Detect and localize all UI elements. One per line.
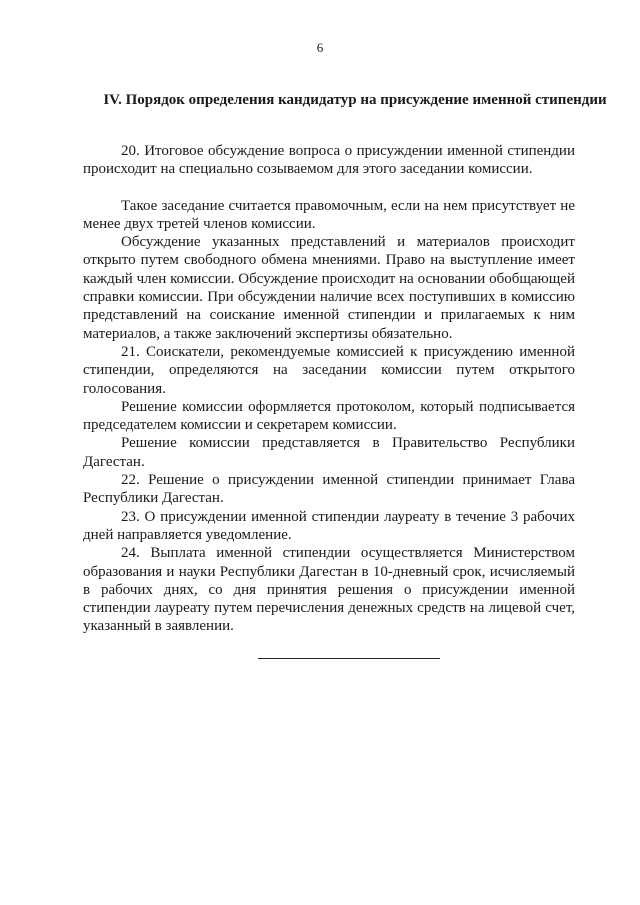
end-divider [258, 658, 440, 659]
paragraph-22: 22. Решение о присуждении именной стипендии принимает Глава Республики Дагестан. [83, 472, 575, 507]
paragraph-20: 20. Итоговое обсуждение вопроса о присуждении именной стипендии происходит на специально созываемом для этого заседании комиссии. [83, 143, 575, 178]
paragraph-21: 21. Соискатели, рекомендуемые комиссией к присуждению именной стипендии, определяются на заседании комиссии путем открытого голосования. [83, 343, 575, 397]
paragraph-quorum: Такое заседание считается правомочным, если на нем присутствует не менее двух третей членов комиссии. [83, 197, 575, 232]
page-number: 6 [316, 40, 324, 55]
paragraph-24: 24. Выплата именной стипендии осуществляется Министерством образования и науки Республики Дагестан в 10-дневный срок, исчисляемый в рабочих днях, со дня принятия решения о присуждении именной стипендии лауреату путем перечисления денежных средств на лицевой счет, указанный в заявлении. [83, 545, 575, 635]
paragraph-protocol: Решение комиссии оформляется протоколом, который подписывается председателем комиссии и секретарем комиссии. [83, 398, 575, 434]
section-heading: IV. Порядок определения кандидатур на присуждение именной стипендии [103, 92, 607, 108]
paragraph-government: Решение комиссии представляется в Правительство Республики Дагестан. [83, 435, 575, 470]
paragraph-23: 23. О присуждении именной стипендии лауреату в течение 3 рабочих дней направляется уведомление. [83, 508, 575, 543]
document-body [83, 142, 575, 636]
paragraph-discussion: Обсуждение указанных представлений и материалов происходит открыто путем свободного обмена мнениями. Право на выступление имеет каждый член комиссии. Обсуждение происходит на основании обобщающей справки комиссии. При обсуждении наличие всех поступивших в комиссию представлений на соискание именной стипендии и прилагаемых к ним материалов, а также заключений экспертизы обязательно. [83, 234, 575, 342]
